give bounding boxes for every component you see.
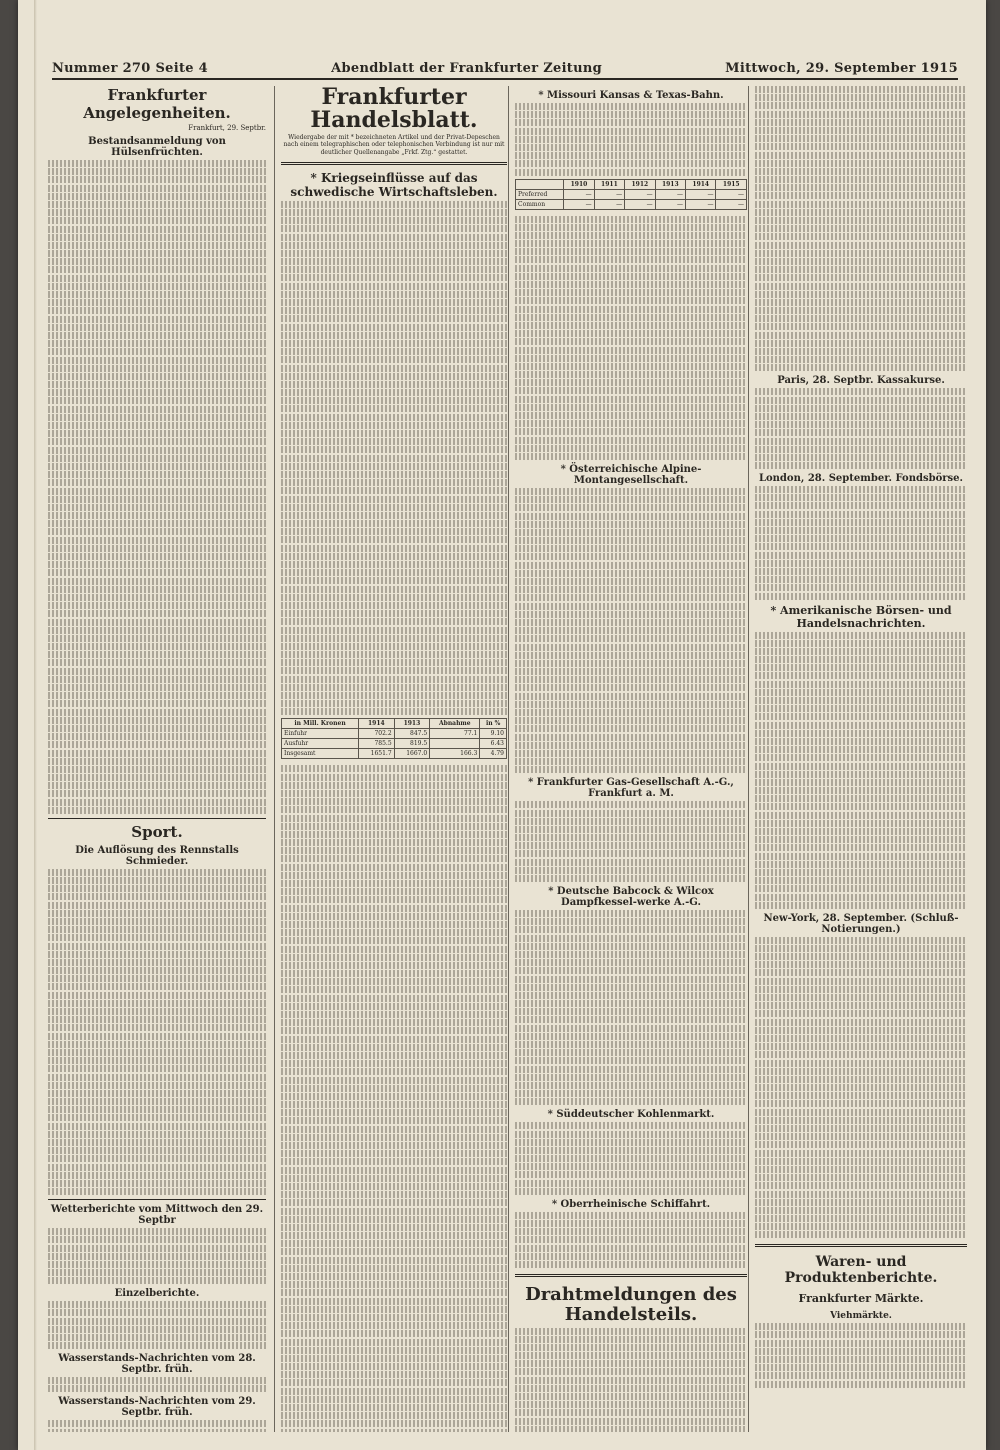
trade-table-cell: 1651.7 — [359, 749, 395, 759]
issue-number: Nummer 270 Seite 4 — [52, 61, 208, 76]
article-heading-kohle: * Süddeutscher Kohlenmarkt. — [547, 1109, 715, 1121]
trade-table-cell: 77.1 — [430, 729, 480, 739]
column-markets — [748, 86, 967, 1432]
shares-table-header-cell: 1913 — [655, 179, 685, 189]
page-fold — [34, 0, 37, 1450]
cattle-markets-body — [755, 1323, 967, 1387]
article-heading-alpine: * Österreichische Alpine-Montangesellschaft. — [560, 463, 702, 486]
shares-table-cell: — — [594, 199, 624, 209]
newspaper-page — [18, 0, 986, 1450]
shares-table-cell: — — [564, 199, 594, 209]
shares-table-header-cell: 1911 — [594, 179, 624, 189]
reprint-note: Wiedergabe der mit * bezeichneten Artikel und der Privat-Depeschen nach einem telegraphischen oder telephonischen Verbindung ist nur mit deutlicher Quellenangabe „Frkf. Ztg.“ gestattet. — [283, 134, 505, 156]
paris-heading: Paris, 28. Septbr. Kassakurse. — [777, 375, 945, 387]
article-heading-rennstall: Die Auflösung des Rennstalls Schmieder. — [75, 844, 239, 867]
article-heading-babcock: * Deutsche Babcock & Wilcox Dampfkessel-werke A.-G. — [548, 886, 714, 908]
trade-table-cell: 785.5 — [359, 739, 395, 749]
shares-table-cell: Preferred — [516, 189, 564, 199]
paris-table — [755, 388, 967, 469]
trade-table-cell — [430, 739, 480, 749]
section-title-handelsblatt: Frankfurter Handelsblatt. — [310, 86, 478, 134]
shares-table-cell: — — [594, 189, 624, 199]
trade-table-header-cell: 1913 — [394, 719, 430, 729]
shares-table-cell: — — [655, 189, 685, 199]
shares-table-row — [516, 199, 747, 209]
article-body-mkt — [515, 103, 747, 176]
article-body-rennstall — [48, 869, 266, 1195]
article-heading-mkt: * Missouri Kansas & Texas-Bahn. — [538, 90, 724, 101]
trade-table-row — [282, 739, 507, 749]
newyork-table — [755, 937, 967, 1239]
weather-details-heading: Einzelberichte. — [114, 1288, 200, 1300]
article-body-mkt-cont — [515, 216, 747, 460]
shares-table-cell: — — [686, 199, 716, 209]
shares-table-header-cell: 1915 — [716, 179, 747, 189]
article-body-kohle — [515, 1122, 747, 1195]
weather-table — [48, 1301, 266, 1349]
shares-table-cell: — — [716, 199, 747, 209]
trade-table-cell: 702.2 — [359, 729, 395, 739]
trade-table-cell: 166.3 — [430, 749, 480, 759]
article-body-alpine — [515, 488, 747, 773]
water-levels-heading-28: Wasserstands-Nachrichten vom 28. Septbr. früh. — [58, 1353, 256, 1376]
newyork-heading: New-York, 28. September. (Schluß-Notierungen.) — [763, 912, 959, 935]
london-table — [755, 486, 967, 599]
trade-table-cell: 847.5 — [394, 729, 430, 739]
dateline: Frankfurt, 29. Septbr. — [188, 124, 266, 132]
article-body-draht — [515, 1328, 747, 1432]
trade-table — [281, 718, 507, 759]
issue-date: Mittwoch, 29. September 1915 — [725, 61, 958, 76]
trade-table-cell: Insgesamt — [282, 749, 359, 759]
shares-table-cell: — — [686, 189, 716, 199]
article-body-schweden-cont — [281, 765, 507, 1432]
newspaper-title: Abendblatt der Frankfurter Zeitung — [331, 61, 603, 76]
london-heading: London, 28. September. Fondsbörse. — [758, 473, 964, 485]
masthead — [52, 56, 958, 80]
article-body-schiffahrt — [515, 1212, 747, 1268]
trade-table-row — [282, 729, 507, 739]
water-levels-29 — [48, 1420, 266, 1432]
shares-table-cell: — — [625, 199, 655, 209]
weather-heading: Wetterberichte vom Mittwoch den 29. Septbr — [50, 1204, 264, 1227]
trade-table-row — [282, 749, 507, 759]
article-heading-huelsenfruechte: Bestandsanmeldung von Hülsenfrüchten. — [88, 136, 226, 158]
article-body-huelsenfruechte — [48, 160, 266, 814]
american-body — [755, 632, 967, 909]
shares-table-cell: — — [625, 189, 655, 199]
trade-table-cell: Ausfuhr — [282, 739, 359, 749]
trade-table-header-cell: in % — [480, 719, 507, 729]
cattle-markets-heading: Viehmärkte. — [830, 1311, 892, 1322]
column-company-news — [508, 86, 747, 1432]
shares-table-cell: — — [655, 199, 685, 209]
frankfurt-markets-heading: Frankfurter Märkte. — [798, 1292, 924, 1306]
trade-table-cell: Einfuhr — [282, 729, 359, 739]
shares-table-cell: — — [716, 189, 747, 199]
trade-table-header-cell: Abnahme — [430, 719, 480, 729]
shares-table — [515, 179, 747, 210]
shares-table-cell: Common — [516, 199, 564, 209]
american-heading: * Amerikanische Börsen- und Handelsnachrichten. — [770, 603, 952, 630]
article-heading-gas: * Frankfurter Gas-Gesellschaft A.-G., Frankfurt a. M. — [528, 777, 734, 800]
shares-table-header-cell: 1914 — [686, 179, 716, 189]
trade-table-cell: 4.79 — [480, 749, 507, 759]
section-title-draht: Drahtmeldungen des Handelsteils. — [525, 1283, 737, 1325]
water-levels-heading-29: Wasserstands-Nachrichten vom 29. Septbr. früh. — [58, 1396, 256, 1419]
article-body-gas — [515, 801, 747, 882]
water-levels-28 — [48, 1377, 266, 1392]
trade-table-cell: 819.5 — [394, 739, 430, 749]
trade-table-cell: 6.43 — [480, 739, 507, 749]
shares-table-header-cell — [516, 179, 564, 189]
weather-body — [48, 1228, 266, 1284]
article-body-babcock — [515, 910, 747, 1105]
trade-table-header-cell: in Mill. Kronen — [282, 719, 359, 729]
section-title-sport: Sport. — [131, 822, 183, 841]
trade-table-header-cell: 1914 — [359, 719, 395, 729]
shares-table-row — [516, 189, 747, 199]
article-body-schweden — [281, 201, 507, 716]
shares-table-cell: — — [564, 189, 594, 199]
article-body-top — [755, 86, 967, 371]
trade-table-cell: 9.10 — [480, 729, 507, 739]
section-title-local: Frankfurter Angelegenheiten. — [83, 86, 231, 122]
article-heading-schweden: * Kriegseinflüsse auf das schwedische Wirtschaftsleben. — [290, 170, 498, 199]
column-local-news — [48, 86, 266, 1432]
shares-table-header-cell: 1910 — [564, 179, 594, 189]
section-title-waren: Waren- und Produktenberichte. — [784, 1254, 938, 1286]
column-handelsblatt — [274, 86, 507, 1432]
article-heading-schiffahrt: * Oberrheinische Schiffahrt. — [551, 1198, 711, 1210]
trade-table-cell: 1667.0 — [394, 749, 430, 759]
shares-table-header-cell: 1912 — [625, 179, 655, 189]
